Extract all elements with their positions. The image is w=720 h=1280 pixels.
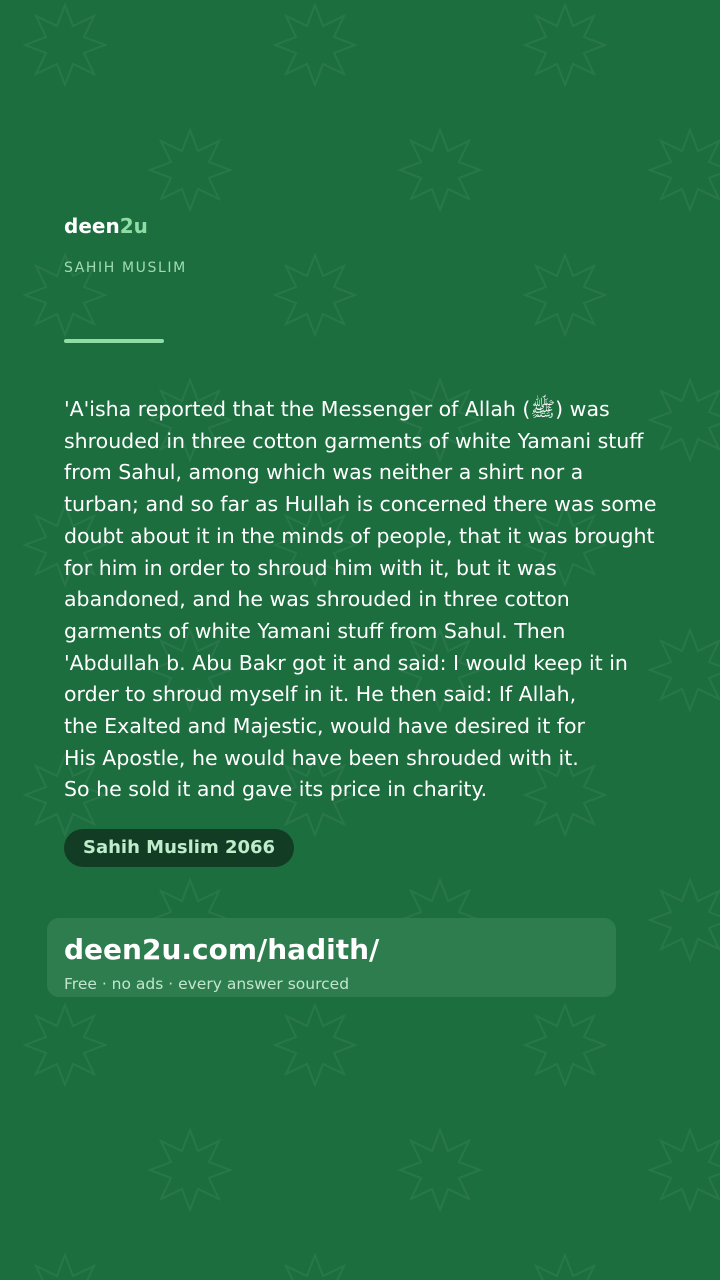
footer-tagline: Free · no ads · every answer sourced (64, 975, 350, 993)
footer-url-link[interactable]: deen2u.com/hadith/ (64, 933, 380, 966)
collection-label: SAHIH MUSLIM (64, 260, 187, 276)
hadith-text: 'A'isha reported that the Messenger of Allah (ﷺ) was shrouded in three cotton garments of white Yamani stuff from Sahul, among which was neither a shirt nor a turban; and so far as Hullah is concerned there was some doubt about it in the minds of people, that it was brought for him in order to shroud him with it, but it was abandoned, and he was shrouded in three cotton garments of white Yamani stuff from Sahul. Then 'Abdullah b. Abu Bakr got it and said: I would keep it in order to shroud myself in it. He then said: If Allah, the Exalted and Majestic, would have desired it for His Apostle, he would have been shrouded with it. So he sold it and gave its price in charity. (64, 397, 657, 802)
accent-divider (64, 339, 164, 343)
brand-name-accent: 2u (119, 214, 148, 238)
brand-logo (64, 212, 148, 240)
footer-card[interactable] (47, 918, 616, 997)
brand-name-primary: deen (64, 214, 120, 238)
hadith-reference-badge: Sahih Muslim 2066 (64, 829, 294, 867)
